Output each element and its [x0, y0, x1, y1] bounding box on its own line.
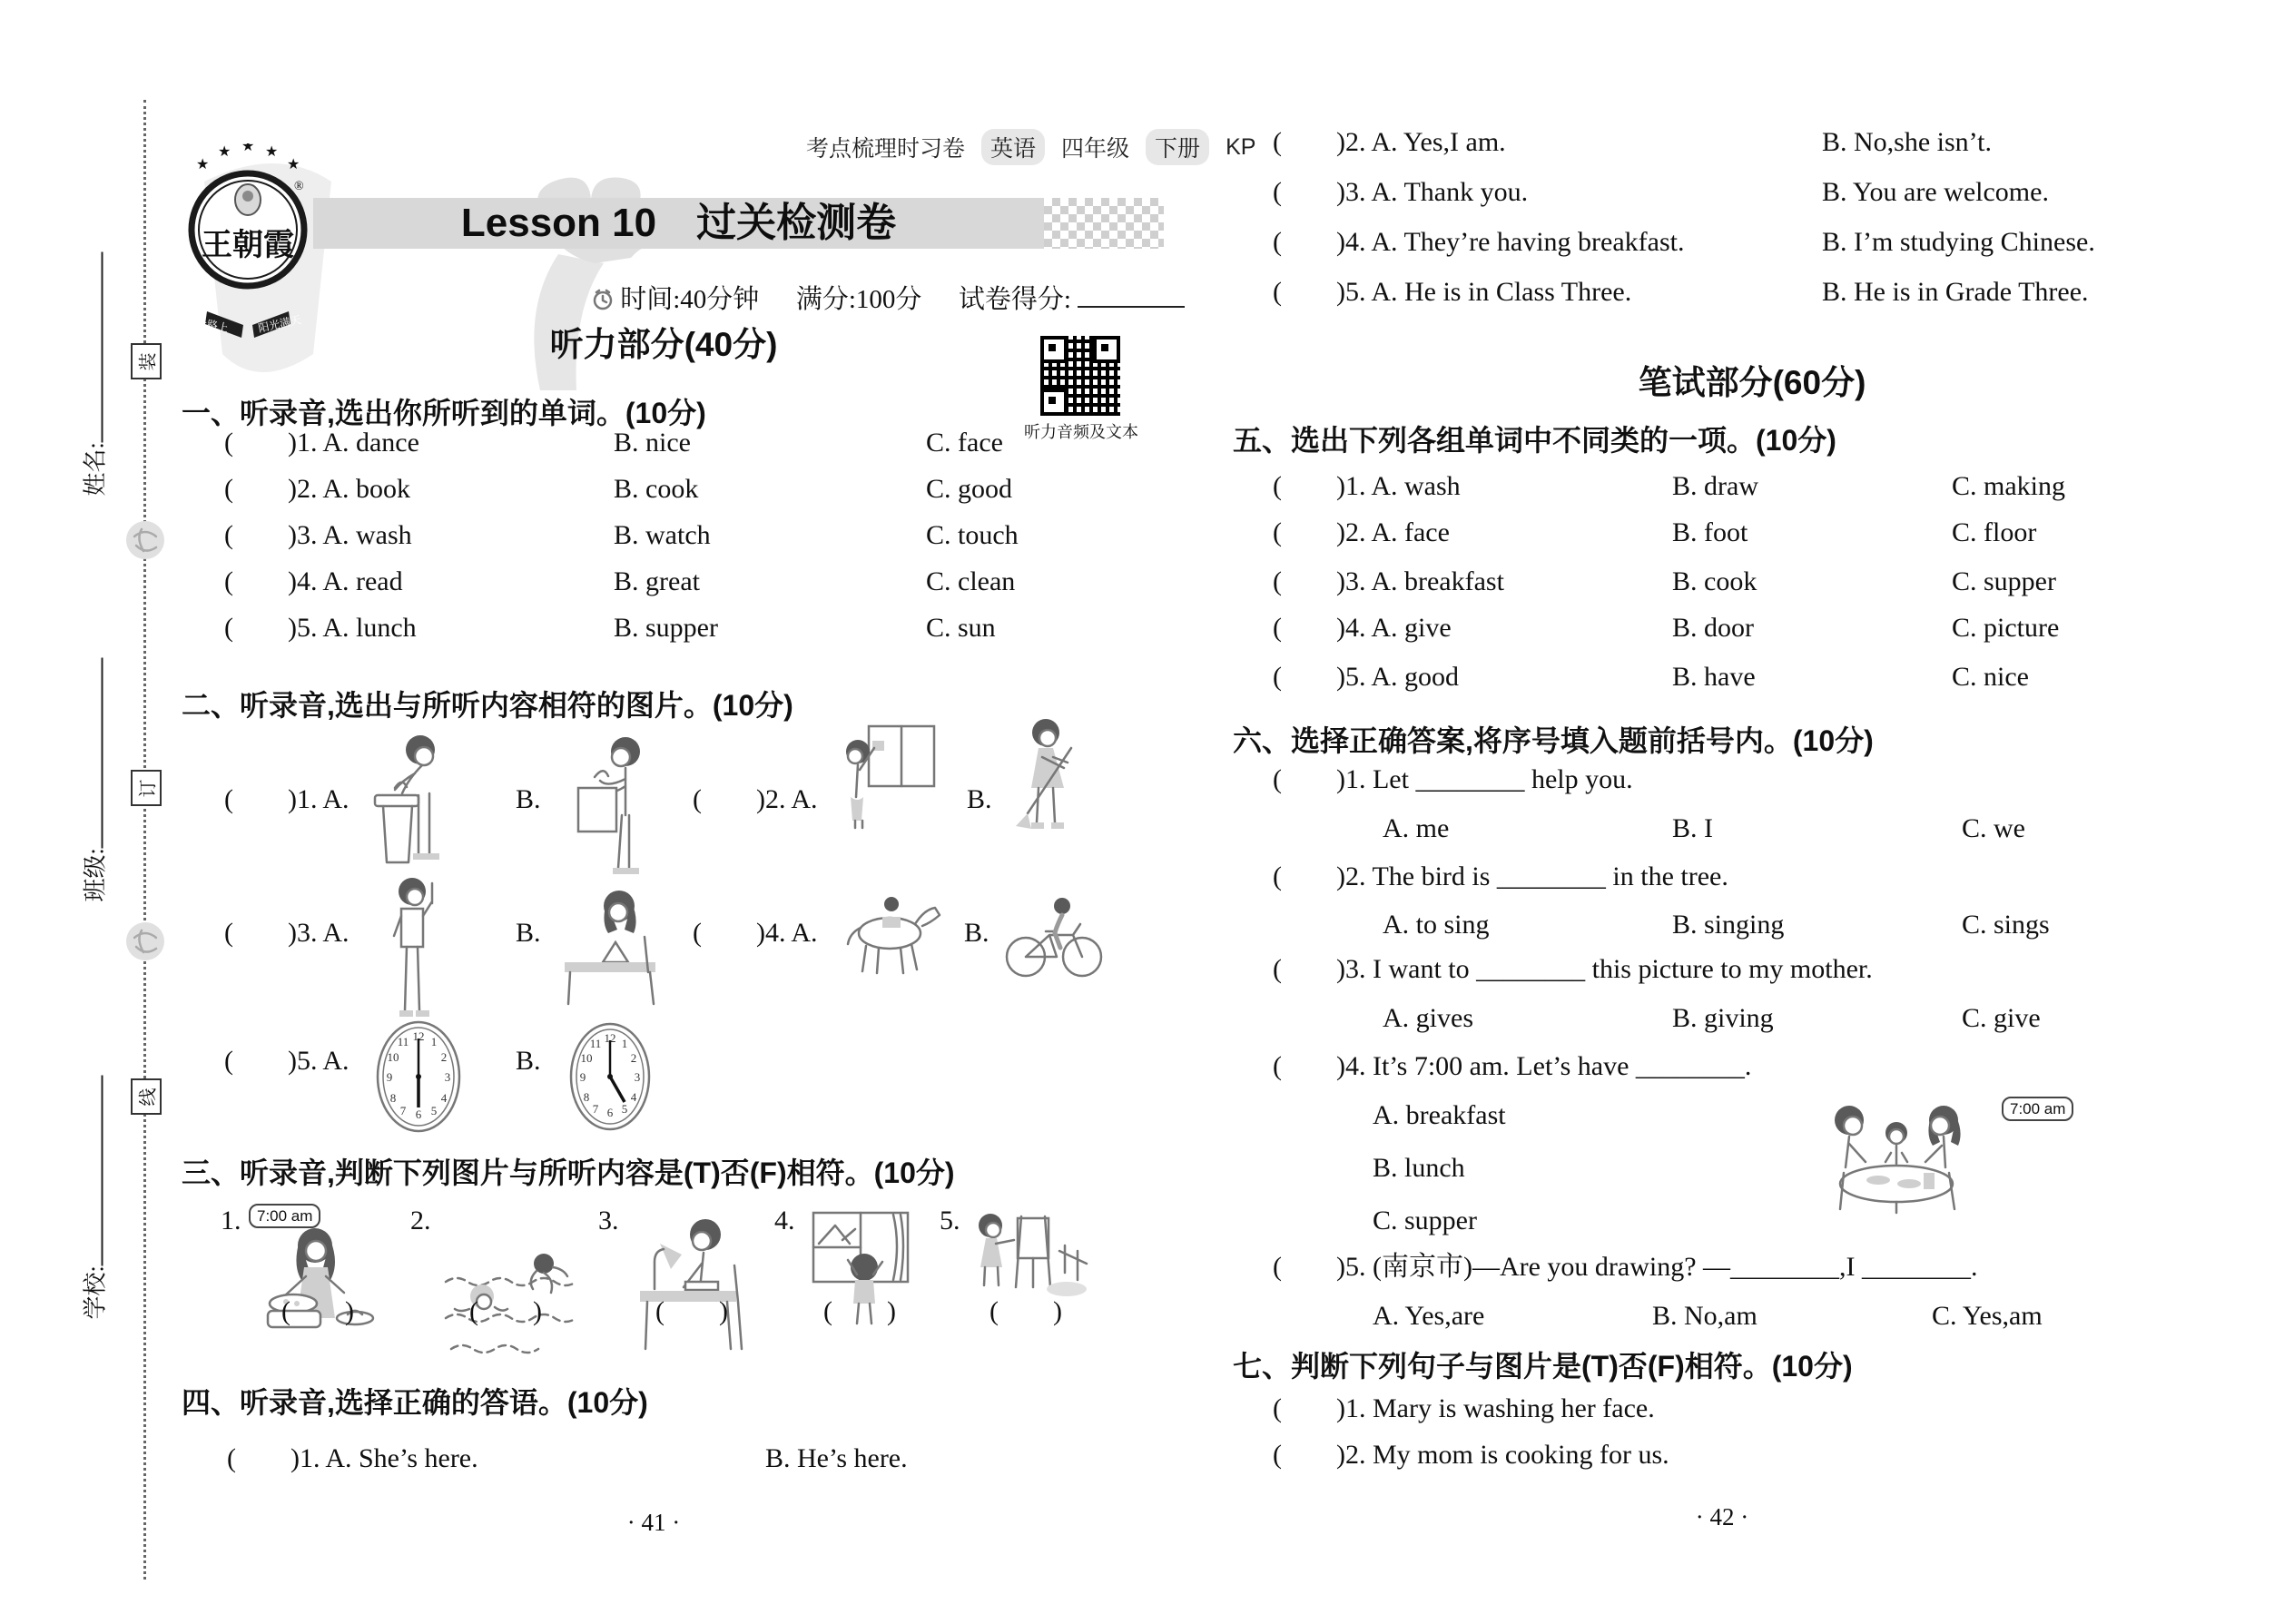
s1-row1-q: ( )1. A. dance	[224, 428, 419, 458]
s2-item3-label: ( )3. A.	[224, 918, 350, 948]
s2-item4-label: ( )4. A.	[693, 918, 818, 948]
page-number-left: · 41 ·	[626, 1509, 681, 1536]
s4-row1-b: B. He’s here.	[765, 1443, 908, 1473]
s5-row1-c: C. making	[1952, 471, 2065, 501]
clock-six-oclock	[374, 1019, 463, 1135]
header-grade: 四年级	[1061, 136, 1130, 162]
header-series: 考点梳理时习卷	[806, 136, 966, 162]
meta-full-score: 满分:100分	[795, 285, 922, 314]
answer-bracket[interactable]: ( )	[281, 1296, 354, 1326]
page-header-meta	[806, 129, 1255, 165]
swirl-decoration-icon	[123, 920, 167, 963]
answer-bracket[interactable]: ( )	[655, 1296, 728, 1326]
s4-row5-q: ( )5. A. He is in Class Three.	[1273, 277, 1632, 307]
page-number-right: · 42 ·	[1695, 1503, 1749, 1530]
s6-q4-a: A. breakfast	[1373, 1100, 1506, 1130]
svg-text:4: 4	[630, 1090, 637, 1104]
svg-text:★: ★	[218, 143, 231, 160]
s1-row5-q: ( )5. A. lunch	[224, 613, 417, 643]
svg-text:11: 11	[589, 1037, 602, 1050]
header-subject-badge: 英语	[981, 129, 1045, 165]
s3-time-tag: 7:00 am	[249, 1204, 320, 1228]
meta-time: 时间:40分钟	[620, 285, 760, 314]
svg-text:11: 11	[397, 1035, 409, 1048]
s2-item3-b-label: B.	[516, 918, 541, 948]
swirl-decoration-icon	[123, 518, 167, 562]
s5-row1-q: ( )1. A. wash	[1273, 471, 1461, 501]
s6-q1: ( )1. Let ________ help you.	[1273, 764, 1633, 794]
header-edition: KP	[1226, 133, 1256, 160]
illustration-wash-hands	[569, 732, 660, 881]
s1-row4-q: ( )4. A. read	[224, 566, 403, 596]
s2-item4-b-label: B.	[964, 918, 989, 948]
svg-text:9: 9	[579, 1070, 586, 1084]
s1-row2-b: B. cook	[614, 474, 699, 504]
s5-row2-c: C. floor	[1952, 517, 2037, 547]
svg-text:6: 6	[415, 1107, 422, 1121]
s5-row1-b: B. draw	[1672, 471, 1758, 501]
timer-icon	[592, 288, 614, 311]
s1-row2-q: ( )2. A. book	[224, 474, 410, 504]
svg-text:3: 3	[444, 1070, 451, 1084]
s5-row3-c: C. supper	[1952, 566, 2056, 596]
svg-text:7: 7	[399, 1104, 407, 1117]
brand-name: 王朝霞	[202, 229, 294, 262]
s2-item1-label: ( )1. A.	[224, 784, 350, 814]
s4-row1-q: ( )1. A. She’s here.	[227, 1443, 478, 1473]
s2-item2-b-label: B.	[967, 784, 992, 814]
s1-row4-b: B. great	[614, 566, 700, 596]
illustration-ride-bicycle	[1002, 897, 1104, 980]
registered-mark: ®	[294, 180, 304, 193]
brand-slogan-left: 成长路上	[183, 313, 230, 335]
s7-item1: ( )1. Mary is washing her face.	[1273, 1393, 1655, 1423]
svg-text:12: 12	[412, 1029, 425, 1043]
binding-box-xian: 线	[131, 1078, 162, 1115]
svg-text:8: 8	[583, 1090, 590, 1104]
section-3-title: 三、听录音,判断下列图片与所听内容是(T)否(F)相符。(10分)	[182, 1156, 955, 1189]
s5-row3-b: B. cook	[1672, 566, 1757, 596]
score-blank[interactable]	[1078, 280, 1185, 308]
s5-row2-b: B. foot	[1672, 517, 1748, 547]
section-2-title: 二、听录音,选出与所听内容相符的图片。(10分)	[182, 689, 793, 722]
svg-text:★: ★	[265, 143, 279, 160]
student-name-field[interactable]: 姓名:	[77, 197, 111, 497]
illustration-boy-brushing	[387, 876, 439, 1029]
s6-q4-b: B. lunch	[1373, 1153, 1465, 1183]
s5-row4-q: ( )4. A. give	[1273, 613, 1452, 643]
s4-row5-b: B. He is in Grade Three.	[1822, 277, 2089, 307]
svg-text:★: ★	[287, 155, 300, 172]
svg-text:4: 4	[440, 1091, 448, 1105]
s1-row5-b: B. supper	[614, 613, 718, 643]
s1-row4-c: C. clean	[926, 566, 1016, 596]
s4-row3-q: ( )3. A. Thank you.	[1273, 177, 1529, 207]
illustration-girl-painting	[970, 1209, 1089, 1304]
s1-row3-b: B. watch	[614, 520, 711, 550]
s4-row3-b: B. You are welcome.	[1822, 177, 2049, 207]
qr-caption: 听力音频及文本	[1024, 423, 1138, 441]
illustration-swimming	[442, 1231, 582, 1358]
svg-text:7: 7	[592, 1102, 599, 1116]
svg-text:6: 6	[606, 1106, 614, 1119]
s6-q2-c: C. sings	[1962, 910, 2050, 940]
s4-row4-b: B. I’m studying Chinese.	[1822, 227, 2095, 257]
svg-text:1: 1	[621, 1037, 628, 1050]
answer-bracket[interactable]: ( )	[823, 1296, 896, 1326]
svg-text:★: ★	[241, 143, 255, 154]
s1-row5-c: C. sun	[926, 613, 996, 643]
s3-num-5: 5.	[940, 1206, 960, 1235]
header-volume-badge: 下册	[1146, 129, 1209, 165]
s6-q5-b: B. No,am	[1652, 1301, 1757, 1331]
s2-item2-label: ( )2. A.	[693, 784, 818, 814]
svg-text:2: 2	[440, 1050, 448, 1064]
brand-logo	[180, 143, 316, 348]
s4-row2-q: ( )2. A. Yes,I am.	[1273, 127, 1506, 157]
s1-row1-c: C. face	[926, 428, 1003, 458]
svg-text:9: 9	[386, 1070, 393, 1084]
illustration-ride-horse	[837, 895, 948, 977]
s2-item5-label: ( )5. A.	[224, 1046, 350, 1076]
binding-box-zhuang: 装	[131, 343, 162, 379]
s1-row1-b: B. nice	[614, 428, 691, 458]
illustration-family-breakfast	[1802, 1089, 1993, 1216]
s1-row3-c: C. touch	[926, 520, 1019, 550]
s5-row5-q: ( )5. A. good	[1273, 662, 1459, 692]
s6-q2-a: A. to sing	[1383, 910, 1490, 940]
svg-text:5: 5	[430, 1104, 438, 1117]
s1-row2-c: C. good	[926, 474, 1013, 504]
s6-q4: ( )4. It’s 7:00 am. Let’s have ________.	[1273, 1051, 1752, 1081]
s6-q4-c: C. supper	[1373, 1206, 1477, 1235]
s5-row3-q: ( )3. A. breakfast	[1273, 566, 1504, 596]
s6-q5: ( )5. (南京市)—Are you drawing? —________,I ________.	[1273, 1252, 1978, 1282]
meta-score-label: 试卷得分:	[958, 285, 1071, 314]
s6-q5-a: A. Yes,are	[1373, 1301, 1485, 1331]
student-school-field[interactable]: 学校:	[77, 1020, 111, 1320]
s6-q1-b: B. I	[1672, 813, 1713, 843]
svg-text:5: 5	[621, 1102, 628, 1116]
s2-item5-b-label: B.	[516, 1046, 541, 1076]
s3-num-2: 2.	[410, 1206, 431, 1235]
answer-bracket[interactable]: ( )	[989, 1296, 1062, 1326]
s1-row3-q: ( )3. A. wash	[224, 520, 412, 550]
s6-q1-c: C. we	[1962, 813, 2025, 843]
svg-text:★: ★	[196, 155, 210, 172]
qr-code	[1040, 336, 1120, 416]
s6-q4-time-tag: 7:00 am	[2002, 1097, 2073, 1121]
answer-bracket[interactable]: ( )	[469, 1296, 542, 1326]
clock-five-oclock	[567, 1020, 653, 1133]
s5-row4-c: C. picture	[1952, 613, 2060, 643]
s6-q3-c: C. give	[1962, 1003, 2041, 1033]
s6-q2: ( )2. The bird is ________ in the tree.	[1273, 861, 1728, 891]
s3-num-4: 4.	[774, 1206, 795, 1235]
s3-num-3: 3.	[598, 1206, 619, 1235]
s6-q1-a: A. me	[1383, 813, 1450, 843]
s6-q3-a: A. gives	[1383, 1003, 1473, 1033]
illustration-wash-face	[368, 726, 458, 881]
s6-q2-b: B. singing	[1672, 910, 1785, 940]
svg-text:8: 8	[389, 1091, 397, 1105]
s5-row5-b: B. have	[1672, 662, 1756, 692]
brand-slogan-right: 阳光满天	[257, 313, 303, 335]
s4-row4-q: ( )4. A. They’re having breakfast.	[1273, 227, 1685, 257]
svg-text:10: 10	[387, 1050, 399, 1064]
section-5-title: 五、选出下列各组单词中不同类的一项。(10分)	[1233, 424, 1836, 457]
s6-q3-b: B. giving	[1672, 1003, 1774, 1033]
student-class-field[interactable]: 班级:	[77, 603, 111, 902]
exam-meta-row	[592, 280, 1185, 315]
svg-text:12: 12	[604, 1031, 616, 1045]
s5-row4-b: B. door	[1672, 613, 1754, 643]
section-1-title: 一、听录音,选出你所听到的单词。(10分)	[182, 397, 706, 429]
s4-row2-b: B. No,she isn’t.	[1822, 127, 1992, 157]
svg-text:10: 10	[580, 1051, 593, 1065]
title-banner-checker	[1044, 198, 1164, 249]
s7-item2: ( )2. My mom is cooking for us.	[1273, 1440, 1669, 1470]
section-4-title: 四、听录音,选择正确的答语。(10分)	[182, 1386, 648, 1419]
binding-box-ding: 订	[131, 770, 162, 806]
svg-text:2: 2	[630, 1051, 637, 1065]
s2-item1-b-label: B.	[516, 784, 541, 814]
s6-q3: ( )3. I want to ________ this picture to my mother.	[1273, 954, 1873, 984]
section-7-title: 七、判断下列句子与图片是(T)否(F)相符。(10分)	[1233, 1350, 1853, 1383]
illustration-boy-studying	[633, 1213, 746, 1369]
illustration-sweep-floor	[1009, 717, 1086, 835]
s5-row2-q: ( )2. A. face	[1273, 517, 1450, 547]
written-part-title: 笔试部分(60分)	[1638, 364, 1866, 401]
listening-part-title: 听力部分(40分)	[549, 326, 778, 363]
section-6-title: 六、选择正确答案,将序号填入题前括号内。(10分)	[1233, 724, 1874, 757]
svg-text:3: 3	[634, 1070, 641, 1084]
illustration-clean-window	[831, 723, 938, 832]
page-title: Lesson 10 过关检测卷	[460, 201, 897, 245]
s6-q5-c: C. Yes,am	[1932, 1301, 2043, 1331]
svg-text:1: 1	[430, 1035, 438, 1048]
s5-row5-c: C. nice	[1952, 662, 2029, 692]
fold-dotted-line	[143, 100, 146, 1580]
illustration-girl-reading	[561, 882, 663, 1009]
s3-num-1: 1.	[221, 1206, 241, 1235]
